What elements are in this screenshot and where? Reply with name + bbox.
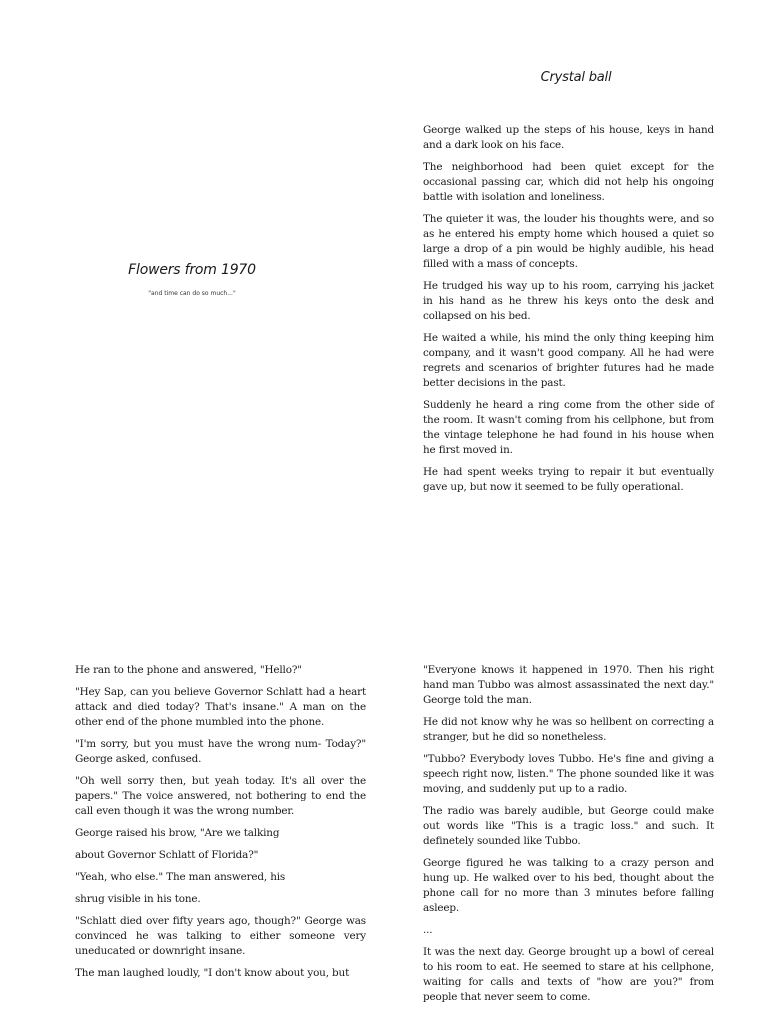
paragraph: It was the next day. George brought up a bowl of cereal to his room to eat. He seemed to stare at his cellphone, waiting for calls and texts of "how are you?" from people that never seem to come. bbox=[423, 946, 714, 1003]
paragraph: He trudged his way up to his room, carrying his jacket in his hand as he threw his keys onto the desk and collapsed on his bed. bbox=[423, 280, 714, 322]
paragraph: George figured he was talking to a crazy person and hung up. He walked over to his bed, thought about the phone call for no more than 3 minutes before falling asleep. bbox=[423, 857, 714, 914]
story-page-left bbox=[0, 640, 384, 1024]
paragraph: ... bbox=[423, 924, 433, 936]
paragraph: "Tubbo? Everybody loves Tubbo. He's fine and giving a speech right now, listen." The phone sounded like it was moving, and suddenly put up to a radio. bbox=[423, 753, 714, 795]
paragraph: George walked up the steps of his house, keys in hand and a dark look on his face. bbox=[423, 124, 714, 151]
paragraph: He had spent weeks trying to repair it but eventually gave up, but now it seemed to be fully operational. bbox=[423, 466, 714, 493]
story-page-right bbox=[384, 640, 768, 1024]
paragraph: Suddenly he heard a ring come from the other side of the room. It wasn't coming from his cellphone, but from the vintage telephone he had found in his house when he first moved in. bbox=[423, 399, 714, 456]
paragraph: He waited a while, his mind the only thing keeping him company, and it wasn't good company. All he had were regrets and scenarios of brighter futures had he made better decisions in the past. bbox=[423, 332, 714, 389]
chapter-title: Crystal ball bbox=[540, 70, 612, 85]
paragraph: "Oh well sorry then, but yeah today. It's all over the papers." The voice answered, not bothering to end the call even though it was the wrong number. bbox=[75, 775, 366, 817]
paragraph: The radio was barely audible, but George could make out words like "This is a tragic loss." and such. It definetely sounded like Tubbo. bbox=[423, 805, 714, 847]
cover-page bbox=[0, 0, 384, 640]
chapter-page bbox=[384, 0, 768, 640]
paragraph: shrug visible in his tone. bbox=[75, 893, 201, 905]
paragraph: "I'm sorry, but you must have the wrong num- Today?" George asked, confused. bbox=[75, 738, 366, 765]
paragraph: about Governor Schlatt of Florida?" bbox=[75, 849, 259, 861]
paragraph: "Yeah, who else." The man answered, his bbox=[75, 871, 286, 883]
paragraph: George raised his brow, "Are we talking bbox=[75, 827, 280, 839]
chapter-text bbox=[423, 123, 714, 502]
paragraph: He did not know why he was so hellbent on correcting a stranger, but he did so nonetheless. bbox=[423, 716, 714, 743]
paragraph: "Everyone knows it happened in 1970. Then his right hand man Tubbo was almost assassinated the next day." George told the man. bbox=[423, 664, 714, 706]
page-text bbox=[75, 663, 366, 988]
paragraph: He ran to the phone and answered, "Hello?" bbox=[75, 664, 302, 676]
paragraph: "Hey Sap, can you believe Governor Schlatt had a heart attack and died today? That's insane." A man on the other end of the phone mumbled into the phone. bbox=[75, 686, 366, 728]
story-title: Flowers from 1970 bbox=[128, 262, 256, 278]
page-text bbox=[423, 663, 714, 1012]
story-tagline: "and time can do so much..." bbox=[148, 290, 236, 297]
paragraph: "Schlatt died over fifty years ago, though?" George was convinced he was talking to either someone very uneducated or downright insane. bbox=[75, 915, 366, 957]
paragraph: The neighborhood had been quiet except for the occasional passing car, which did not help his ongoing battle with isolation and loneliness. bbox=[423, 161, 714, 203]
paragraph: The man laughed loudly, "I don't know about you, but bbox=[75, 967, 350, 979]
paragraph: The quieter it was, the louder his thoughts were, and so as he entered his empty home which housed a quiet so large a drop of a pin would be highly audible, his head filled with a mass of concepts. bbox=[423, 213, 714, 270]
